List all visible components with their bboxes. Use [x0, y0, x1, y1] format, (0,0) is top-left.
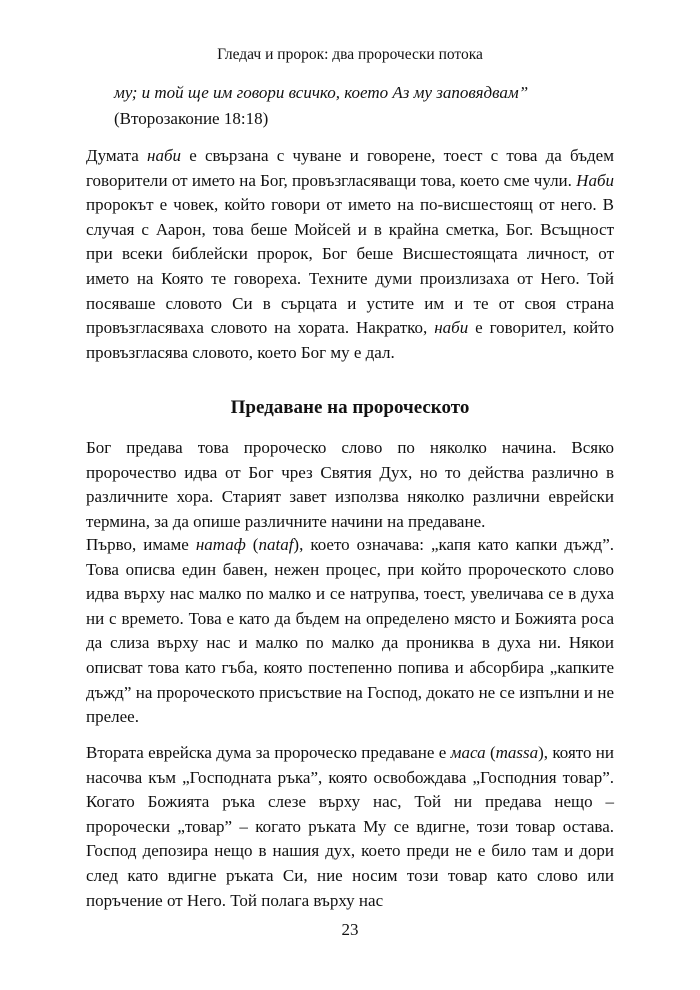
paragraph-massa — [86, 741, 614, 913]
quote-reference: (Второзаконие 18:18) — [114, 109, 269, 128]
term-nabi: наби — [147, 146, 181, 165]
term-nabi: Наби — [576, 170, 614, 190]
text-run: ( — [245, 535, 259, 554]
term-nataf-latin: nataf — [258, 535, 294, 554]
scripture-quote — [114, 80, 634, 132]
quote-text: му; и той ще им говори всичко, което Аз му заповядвам” — [114, 83, 529, 102]
text-run: е говорител, който провъзгласява словото, което Бог му е дал. — [86, 318, 614, 362]
term-massa: маса — [450, 743, 486, 762]
text-run: Втората еврейска дума за пророческо предаване е — [86, 743, 451, 762]
text-run: пророкът е човек, който говори от името на по-висшестоящ от него. В случая с Аарон, това беше Мойсей и в крайна сметка, Бог. Всъщност при всеки библейски пророк, Бог беше Висшестоящата личност, от името на Която те говореха. Техните думи произлизаха от Него. Той посяваше словото Си в сърцата и устите им и те от своя страна провъзгласяваха словото на хората. Накратко, — [86, 195, 614, 338]
text-run: ( — [485, 743, 496, 762]
section-heading: Предаване на пророческото — [230, 397, 470, 418]
text-run: Първо, имаме — [86, 535, 196, 554]
running-header: Гледач и пророк: два пророчески потока — [217, 46, 483, 63]
term-massa-latin: massa — [495, 743, 539, 762]
paragraph-nabi — [86, 144, 614, 365]
page-number: 23 — [341, 920, 359, 939]
term-nataf: натаф — [195, 535, 246, 554]
text-run: е свързана с чуване и говорене, тоест с това да бъдем говорители от името на Бог, провъзгласяващи това, което сме чули. — [86, 146, 614, 190]
paragraph-intro: Бог предава това пророческо слово по няколко начина. Всяко пророчество идва от Бог чрез Святия Дух, но то действа различно в различните хора. Старият завет използва няколко различни еврейски термина, за да опише различните начини на предаване. — [86, 438, 614, 531]
paragraph-nataf — [86, 533, 614, 730]
text-run: Думата — [86, 146, 148, 165]
text-run: ), която ни насочва към „Господната ръка”, която освобождава „Господния товар”. Когато Божията ръка слезе върху нас, Той ни предава нещо – пророчески „товар” – когато ръката Му се вдигне, този товар остава. Господ депозира нещо в нашия дух, което преди не е било там и дори след като вдигне ръката Си, ние носим този товар като слово или поръчение от Него. Той полага върху нас — [86, 743, 614, 910]
text-run: ), което означава: „капя като капки дъжд”. Това описва един бавен, нежен процес, при който пророческото слово идва върху нас малко по малко и се натрупва, тоест, увеличава се в духа ни с времето. Това е като да бъдем на определено място и Божията роса да слиза върху нас и малко по малко да прониква в духа ни. Някои описват това като гъба, която постепенно попива и абсорбира „капките дъжд” на пророческото присъствие на Господ, докато не се изпълни и не прелее. — [86, 535, 614, 727]
term-nabi: наби — [434, 318, 469, 338]
